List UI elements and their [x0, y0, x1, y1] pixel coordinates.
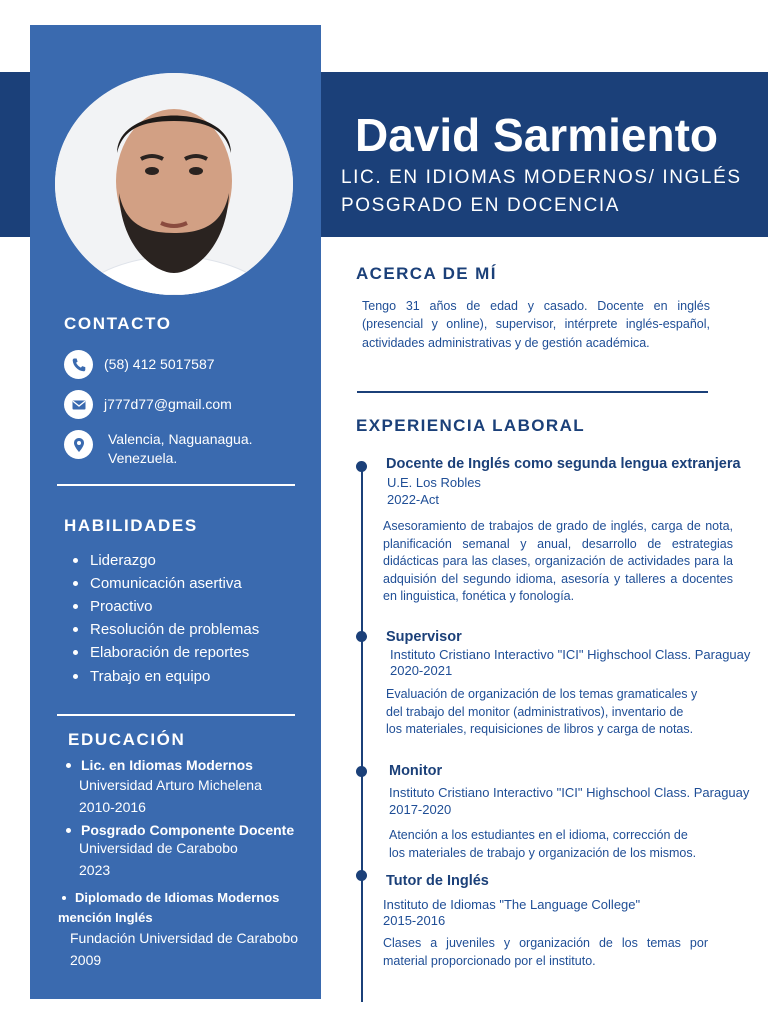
job-years: 2017-2020	[389, 802, 452, 817]
job-description-line: los materiales, requisiciones de libros y carga de notas.	[386, 722, 694, 736]
job-description: Clases a juveniles y organización de los temas por material proporcionado por el instituto.	[383, 936, 708, 968]
profile-photo	[55, 73, 293, 295]
email-text[interactable]: j777d77@gmail.com	[104, 396, 232, 412]
job-title: Monitor	[389, 763, 443, 779]
education-item-2	[66, 822, 294, 881]
contact-email	[64, 390, 232, 419]
job-description-line: del trabajo del monitor (administrativos), inventario de	[386, 704, 684, 719]
about-heading: ACERCA DE MÍ	[356, 264, 497, 283]
candidate-name: David Sarmiento	[355, 109, 718, 161]
experience-timeline	[361, 466, 363, 1002]
job-description-line: Atención a los estudiantes en el idioma, corrección de	[389, 828, 688, 842]
location-text	[108, 430, 253, 468]
job-years: 2022-Act	[387, 492, 440, 507]
job-title: Supervisor	[386, 629, 462, 645]
experience-heading: EXPERIENCIA LABORAL	[356, 416, 586, 435]
education-institution: Universidad Arturo Michelena	[79, 777, 262, 793]
subtitle-line-1: LIC. EN IDIOMAS MODERNOS/ INGLÉS	[341, 167, 742, 188]
job-place: Instituto Cristiano Interactivo "ICI" Highschool Class. Paraguay	[390, 647, 751, 662]
skill-item: Elaboración de reportes	[73, 641, 259, 664]
job-description-line: los materiales de trabajo y organización de los mismos.	[389, 845, 697, 860]
skill-item: Proactivo	[73, 595, 259, 618]
skills-list	[73, 549, 259, 688]
job-place: Instituto Cristiano Interactivo "ICI" Highschool Class. Paraguay	[389, 785, 750, 800]
education-item-3	[58, 888, 298, 971]
education-institution: Universidad de Carabobo	[79, 840, 238, 856]
main-divider	[357, 391, 708, 393]
job-title: Tutor de Inglés	[386, 873, 489, 889]
education-heading: EDUCACIÓN	[68, 730, 186, 749]
contact-location	[64, 430, 253, 468]
job-description	[386, 686, 697, 739]
education-item-1	[66, 757, 262, 818]
phone-icon	[64, 350, 93, 379]
sidebar-divider-1	[57, 484, 295, 486]
contact-heading: CONTACTO	[64, 314, 172, 333]
job-place: U.E. Los Robles	[387, 475, 481, 490]
education-years: 2009	[70, 951, 102, 968]
timeline-dot	[356, 461, 367, 472]
skills-heading: HABILIDADES	[64, 516, 198, 535]
job-description	[389, 827, 696, 862]
location-line-1: Valencia, Naguanagua.	[108, 431, 253, 447]
job-description-line: Evaluación de organización de los temas gramaticales y	[386, 687, 698, 701]
timeline-dot	[356, 766, 367, 777]
location-pin-icon	[64, 430, 93, 459]
phone-text: (58) 412 5017587	[104, 356, 215, 372]
job-years: 2015-2016	[383, 913, 446, 928]
education-years: 2010-2016	[79, 798, 146, 815]
education-title: Posgrado Componente Docente	[66, 822, 294, 838]
education-years: 2023	[79, 861, 111, 878]
timeline-dot	[356, 631, 367, 642]
bullet-dot	[62, 896, 66, 900]
education-title-line-1	[58, 888, 298, 908]
skill-item: Resolución de problemas	[73, 618, 259, 641]
profile-photo-illustration	[55, 73, 293, 295]
timeline-dot	[356, 870, 367, 881]
education-title: Lic. en Idiomas Modernos	[66, 757, 262, 773]
about-text: Tengo 31 años de edad y casado. Docente en inglés (presencial y online), supervisor, intérprete inglés-español, actividades administrativas y de gestión académica.	[362, 299, 710, 350]
job-description: Asesoramiento de trabajos de grado de inglés, carga de nota, planificación semanal y anual, desarrollo de estrategias didácticas para las clases, organización de actividades para la adquisión del segundo idioma, asesoría y talleres a docentes en linguistica, fonética y fonología.	[383, 519, 733, 603]
mail-icon	[64, 390, 93, 419]
sidebar-divider-2	[57, 714, 295, 716]
skill-item: Comunicación asertiva	[73, 572, 259, 595]
contact-phone	[64, 350, 215, 379]
job-place: Instituto de Idiomas "The Language College"	[383, 897, 641, 912]
subtitle-line-2: POSGRADO EN DOCENCIA	[341, 195, 621, 216]
education-title-line-2: mención Inglés	[58, 910, 153, 925]
skill-item: Trabajo en equipo	[73, 664, 259, 687]
location-line-2: Venezuela.	[108, 450, 178, 466]
skill-item: Liderazgo	[73, 549, 259, 572]
education-institution: Fundación Universidad de Carabobo	[70, 930, 299, 946]
job-title: Docente de Inglés como segunda lengua extranjera	[386, 456, 741, 472]
education-title-text: Diplomado de Idiomas Modernos	[75, 890, 280, 905]
job-years: 2020-2021	[390, 663, 453, 678]
